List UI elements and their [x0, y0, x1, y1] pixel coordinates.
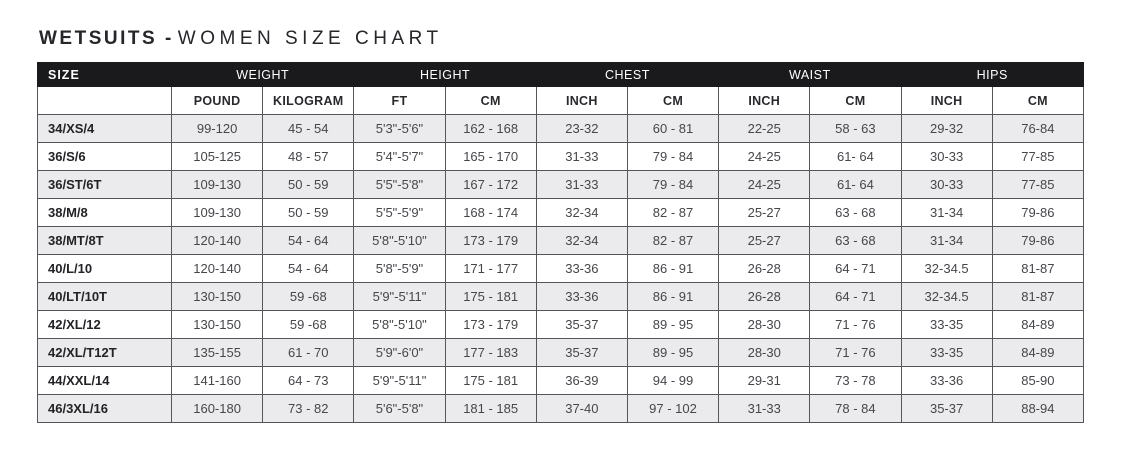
height-cm-cell: 173 - 179	[445, 227, 536, 255]
chest-cm-cell: 97 - 102	[627, 395, 718, 423]
hips-cm-cell: 77-85	[992, 143, 1083, 171]
hips-cm-cell: 85-90	[992, 367, 1083, 395]
chest-inch-cell: 35-37	[536, 311, 627, 339]
page-title-subtitle: WOMEN SIZE CHART	[177, 28, 443, 49]
unit-header-row	[38, 87, 1084, 115]
waist-inch-cell: 24-25	[719, 143, 810, 171]
height-ft-cell: 5'8"-5'10"	[354, 311, 445, 339]
weight-pound-cell: 109-130	[172, 199, 263, 227]
unit-header-chest-cm: CM	[627, 87, 718, 115]
chest-inch-cell: 33-36	[536, 283, 627, 311]
unit-header-empty	[38, 87, 172, 115]
size-chart-body	[38, 115, 1084, 423]
height-ft-cell: 5'5"-5'9"	[354, 199, 445, 227]
group-header-size: SIZE	[38, 63, 172, 87]
hips-inch-cell: 33-36	[901, 367, 992, 395]
hips-cm-cell: 84-89	[992, 339, 1083, 367]
hips-inch-cell: 35-37	[901, 395, 992, 423]
height-ft-cell: 5'9"-6'0"	[354, 339, 445, 367]
weight-kilogram-cell: 64 - 73	[263, 367, 354, 395]
chest-inch-cell: 35-37	[536, 339, 627, 367]
table-row	[38, 255, 1084, 283]
height-ft-cell: 5'9"-5'11"	[354, 367, 445, 395]
group-header-row	[38, 63, 1084, 87]
weight-pound-cell: 135-155	[172, 339, 263, 367]
hips-inch-cell: 32-34.5	[901, 255, 992, 283]
waist-cm-cell: 71 - 76	[810, 339, 901, 367]
group-header-weight: WEIGHT	[172, 63, 354, 87]
hips-inch-cell: 31-34	[901, 227, 992, 255]
weight-pound-cell: 109-130	[172, 171, 263, 199]
waist-inch-cell: 26-28	[719, 283, 810, 311]
table-row	[38, 199, 1084, 227]
weight-kilogram-cell: 50 - 59	[263, 199, 354, 227]
table-row	[38, 115, 1084, 143]
weight-pound-cell: 130-150	[172, 283, 263, 311]
unit-header-hips-inch: INCH	[901, 87, 992, 115]
waist-inch-cell: 25-27	[719, 199, 810, 227]
group-header-height: HEIGHT	[354, 63, 536, 87]
weight-pound-cell: 99-120	[172, 115, 263, 143]
size-cell: 38/M/8	[38, 199, 172, 227]
weight-kilogram-cell: 73 - 82	[263, 395, 354, 423]
waist-inch-cell: 31-33	[719, 395, 810, 423]
waist-inch-cell: 22-25	[719, 115, 810, 143]
height-cm-cell: 165 - 170	[445, 143, 536, 171]
size-cell: 38/MT/8T	[38, 227, 172, 255]
hips-inch-cell: 30-33	[901, 171, 992, 199]
waist-cm-cell: 63 - 68	[810, 227, 901, 255]
hips-cm-cell: 84-89	[992, 311, 1083, 339]
weight-kilogram-cell: 59 -68	[263, 283, 354, 311]
hips-cm-cell: 81-87	[992, 283, 1083, 311]
hips-cm-cell: 77-85	[992, 171, 1083, 199]
unit-header-waist-cm: CM	[810, 87, 901, 115]
height-ft-cell: 5'5"-5'8"	[354, 171, 445, 199]
waist-inch-cell: 29-31	[719, 367, 810, 395]
weight-pound-cell: 141-160	[172, 367, 263, 395]
size-cell: 44/XXL/14	[38, 367, 172, 395]
height-ft-cell: 5'3"-5'6"	[354, 115, 445, 143]
waist-cm-cell: 64 - 71	[810, 283, 901, 311]
chest-inch-cell: 31-33	[536, 143, 627, 171]
size-chart-table	[37, 62, 1084, 423]
chest-inch-cell: 37-40	[536, 395, 627, 423]
waist-inch-cell: 24-25	[719, 171, 810, 199]
height-cm-cell: 162 - 168	[445, 115, 536, 143]
table-row	[38, 311, 1084, 339]
waist-inch-cell: 28-30	[719, 311, 810, 339]
weight-kilogram-cell: 48 - 57	[263, 143, 354, 171]
table-row	[38, 339, 1084, 367]
chest-cm-cell: 79 - 84	[627, 171, 718, 199]
size-cell: 42/XL/12	[38, 311, 172, 339]
size-cell: 36/ST/6T	[38, 171, 172, 199]
waist-cm-cell: 64 - 71	[810, 255, 901, 283]
hips-inch-cell: 33-35	[901, 339, 992, 367]
height-ft-cell: 5'8"-5'9"	[354, 255, 445, 283]
chest-cm-cell: 86 - 91	[627, 283, 718, 311]
page-title	[39, 26, 1135, 52]
height-cm-cell: 173 - 179	[445, 311, 536, 339]
weight-kilogram-cell: 54 - 64	[263, 255, 354, 283]
size-cell: 42/XL/T12T	[38, 339, 172, 367]
waist-cm-cell: 61- 64	[810, 171, 901, 199]
unit-header-height-cm: CM	[445, 87, 536, 115]
height-cm-cell: 171 - 177	[445, 255, 536, 283]
weight-kilogram-cell: 45 - 54	[263, 115, 354, 143]
waist-inch-cell: 25-27	[719, 227, 810, 255]
chest-cm-cell: 86 - 91	[627, 255, 718, 283]
waist-cm-cell: 58 - 63	[810, 115, 901, 143]
waist-cm-cell: 71 - 76	[810, 311, 901, 339]
height-cm-cell: 168 - 174	[445, 199, 536, 227]
weight-pound-cell: 105-125	[172, 143, 263, 171]
weight-pound-cell: 120-140	[172, 255, 263, 283]
chest-cm-cell: 60 - 81	[627, 115, 718, 143]
height-cm-cell: 175 - 181	[445, 283, 536, 311]
size-cell: 40/LT/10T	[38, 283, 172, 311]
height-cm-cell: 181 - 185	[445, 395, 536, 423]
size-cell: 36/S/6	[38, 143, 172, 171]
hips-inch-cell: 31-34	[901, 199, 992, 227]
unit-header-ft: FT	[354, 87, 445, 115]
waist-cm-cell: 63 - 68	[810, 199, 901, 227]
waist-inch-cell: 26-28	[719, 255, 810, 283]
height-ft-cell: 5'6"-5'8"	[354, 395, 445, 423]
waist-cm-cell: 73 - 78	[810, 367, 901, 395]
weight-kilogram-cell: 61 - 70	[263, 339, 354, 367]
height-cm-cell: 167 - 172	[445, 171, 536, 199]
weight-pound-cell: 120-140	[172, 227, 263, 255]
weight-pound-cell: 160-180	[172, 395, 263, 423]
hips-inch-cell: 33-35	[901, 311, 992, 339]
table-row	[38, 227, 1084, 255]
chest-cm-cell: 89 - 95	[627, 311, 718, 339]
chest-inch-cell: 23-32	[536, 115, 627, 143]
height-cm-cell: 175 - 181	[445, 367, 536, 395]
height-ft-cell: 5'8"-5'10"	[354, 227, 445, 255]
weight-kilogram-cell: 54 - 64	[263, 227, 354, 255]
page-title-product: WETSUITS -	[39, 28, 174, 49]
height-cm-cell: 177 - 183	[445, 339, 536, 367]
table-row	[38, 143, 1084, 171]
group-header-waist: WAIST	[719, 63, 901, 87]
table-row	[38, 367, 1084, 395]
chest-cm-cell: 82 - 87	[627, 199, 718, 227]
size-cell: 34/XS/4	[38, 115, 172, 143]
hips-cm-cell: 88-94	[992, 395, 1083, 423]
hips-cm-cell: 81-87	[992, 255, 1083, 283]
weight-kilogram-cell: 59 -68	[263, 311, 354, 339]
weight-pound-cell: 130-150	[172, 311, 263, 339]
size-cell: 40/L/10	[38, 255, 172, 283]
chest-inch-cell: 31-33	[536, 171, 627, 199]
table-row	[38, 283, 1084, 311]
height-ft-cell: 5'9"-5'11"	[354, 283, 445, 311]
waist-cm-cell: 78 - 84	[810, 395, 901, 423]
waist-inch-cell: 28-30	[719, 339, 810, 367]
unit-header-waist-inch: INCH	[719, 87, 810, 115]
waist-cm-cell: 61- 64	[810, 143, 901, 171]
hips-cm-cell: 79-86	[992, 227, 1083, 255]
hips-inch-cell: 29-32	[901, 115, 992, 143]
chest-cm-cell: 94 - 99	[627, 367, 718, 395]
group-header-hips: HIPS	[901, 63, 1084, 87]
table-row	[38, 395, 1084, 423]
weight-kilogram-cell: 50 - 59	[263, 171, 354, 199]
height-ft-cell: 5'4"-5'7"	[354, 143, 445, 171]
chest-inch-cell: 32-34	[536, 199, 627, 227]
chest-inch-cell: 36-39	[536, 367, 627, 395]
chest-inch-cell: 32-34	[536, 227, 627, 255]
unit-header-hips-cm: CM	[992, 87, 1083, 115]
unit-header-pound: POUND	[172, 87, 263, 115]
chest-inch-cell: 33-36	[536, 255, 627, 283]
chest-cm-cell: 82 - 87	[627, 227, 718, 255]
size-cell: 46/3XL/16	[38, 395, 172, 423]
hips-inch-cell: 32-34.5	[901, 283, 992, 311]
unit-header-kilogram: KILOGRAM	[263, 87, 354, 115]
hips-inch-cell: 30-33	[901, 143, 992, 171]
unit-header-chest-inch: INCH	[536, 87, 627, 115]
hips-cm-cell: 79-86	[992, 199, 1083, 227]
hips-cm-cell: 76-84	[992, 115, 1083, 143]
chest-cm-cell: 89 - 95	[627, 339, 718, 367]
group-header-chest: CHEST	[536, 63, 718, 87]
table-row	[38, 171, 1084, 199]
chest-cm-cell: 79 - 84	[627, 143, 718, 171]
